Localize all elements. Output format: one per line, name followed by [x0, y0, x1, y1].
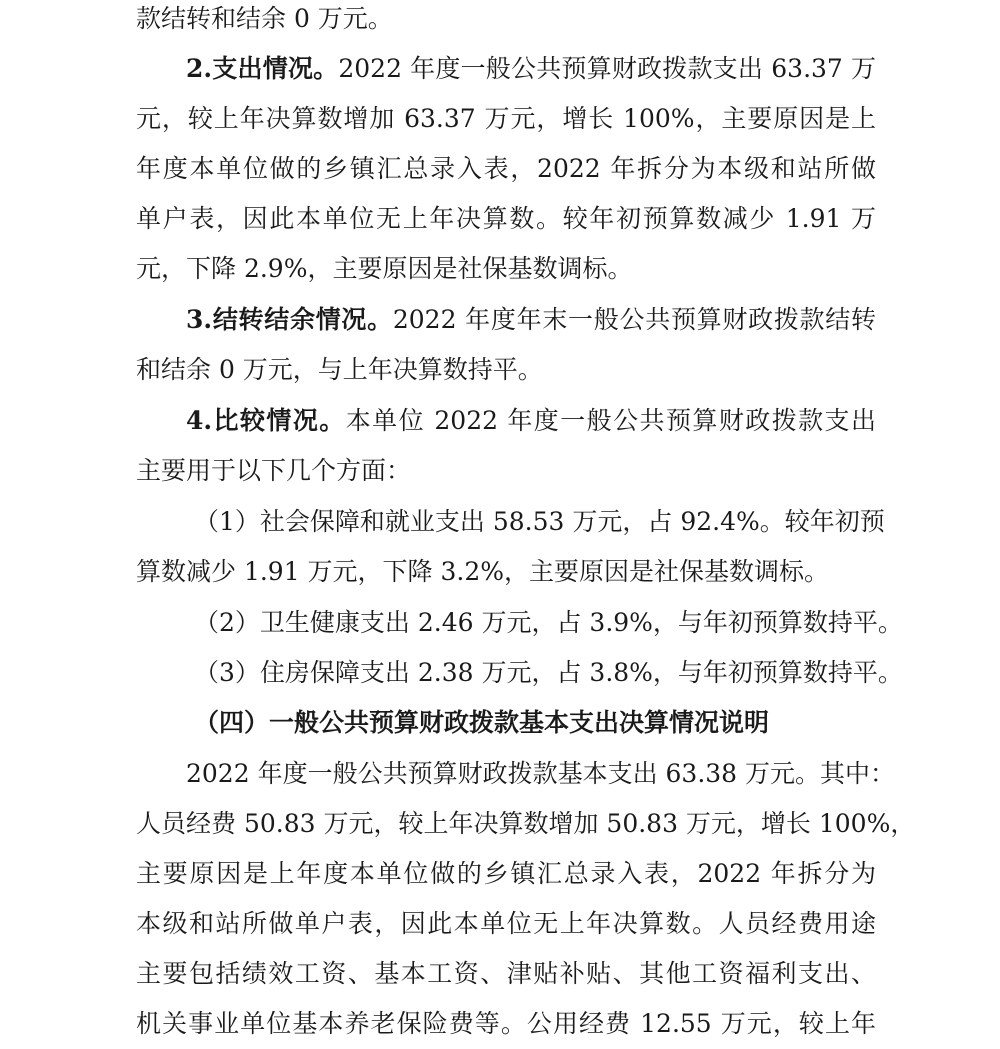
- paragraph-expenditure: [186, 44, 876, 94]
- text-line: 本单位 2022 年度一般公共预算财政拨款支出: [345, 406, 876, 435]
- text-line: 主要原因是上年度本单位做的乡镇汇总录入表，2022 年拆分为: [136, 859, 876, 888]
- text-line: 元，下降 2.9%，主要原因是社保基数调标。: [136, 254, 633, 283]
- subsection-heading: （四）一般公共预算财政拨款基本支出决算情况说明: [194, 708, 770, 737]
- text-line: 款结转和结余 0 万元。: [136, 4, 393, 33]
- list-item: （3）住房保障支出 2.38 万元，占 3.8%，与年初预算数持平。: [194, 658, 903, 687]
- text-line: 单户表，因此本单位无上年决算数。较年初预算数减少 1.91 万: [136, 204, 876, 233]
- text-line: 算数减少 1.91 万元，下降 3.2%，主要原因是社保基数调标。: [136, 557, 830, 586]
- section-heading: 4.比较情况。: [186, 406, 346, 435]
- text-line: 2022 年度一般公共预算财政拨款基本支出 63.38 万元。其中：: [186, 759, 896, 788]
- list-item: （2）卫生健康支出 2.46 万元，占 3.9%，与年初预算数持平。: [194, 608, 903, 637]
- section-heading: 2.支出情况。: [186, 54, 339, 83]
- text-line: 元，较上年决算数增加 63.37 万元，增长 100%，主要原因是上: [136, 104, 876, 133]
- list-item: （1）社会保障和就业支出 58.53 万元，占 92.4%。较年初预: [194, 507, 885, 536]
- text-line: 机关事业单位基本养老保险费等。公用经费 12.55 万元，较上年: [136, 1009, 876, 1038]
- text-line: 人员经费 50.83 万元，较上年决算数增加 50.83 万元，增长 100%，: [136, 809, 916, 838]
- text-line: 本级和站所做单户表，因此本单位无上年决算数。人员经费用途: [136, 909, 876, 938]
- section-heading: 3.结转结余情况。: [186, 305, 393, 334]
- text-line: 主要包括绩效工资、基本工资、津贴补贴、其他工资福利支出、: [136, 959, 876, 988]
- text-line: 年度本单位做的乡镇汇总录入表，2022 年拆分为本级和站所做: [136, 154, 876, 183]
- text-line: 主要用于以下几个方面：: [136, 456, 412, 485]
- text-line: 2022 年度年末一般公共预算财政拨款结转: [392, 305, 876, 334]
- text-line: 和结余 0 万元，与上年决算数持平。: [136, 355, 543, 384]
- text-line: 2022 年度一般公共预算财政拨款支出 63.37 万: [338, 54, 876, 83]
- paragraph-comparison: [186, 396, 876, 446]
- paragraph-carryover: [186, 295, 876, 345]
